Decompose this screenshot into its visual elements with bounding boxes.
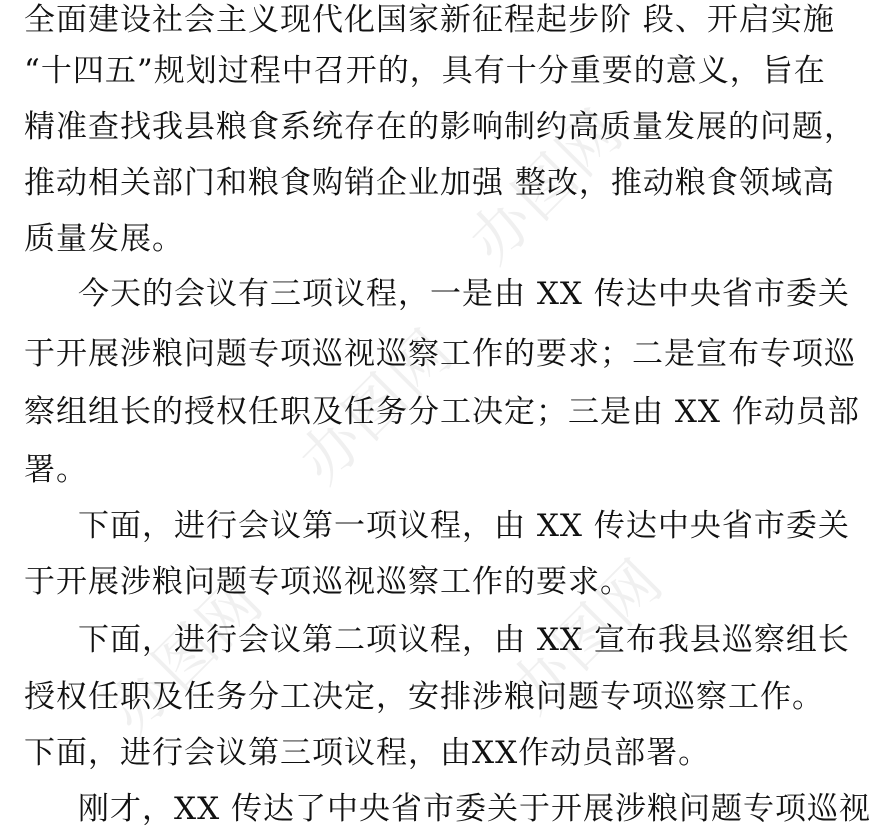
text-line-2: “十四五”规划过程中召开的，具有十分重要的意义，旨在 — [24, 53, 826, 89]
text-line-4: 推动相关部门和粮食购销企业加强 整改，推动粮食领域高 — [24, 165, 835, 201]
watermark-1: 办图网 — [456, 96, 638, 278]
text-line-12: 下面，进行会议第二项议程，由 XX 宣布我县巡察组长 — [78, 622, 850, 658]
text-line-7: 于开展涉粮问题专项巡视巡察工作的要求；二是宣布专项巡 — [24, 336, 856, 372]
watermark-3: 办图网 — [496, 546, 678, 728]
text-line-6: 今天的会议有三项议程，一是由 XX 传达中央省市委关 — [78, 276, 850, 312]
watermark-2: 办图网 — [286, 316, 468, 498]
text-line-15: 刚才，XX 传达了中央省市委关于开展涉粮问题专项巡视 — [78, 791, 871, 827]
text-line-10: 下面，进行会议第一项议程，由 XX 传达中央省市委关 — [78, 508, 850, 544]
text-line-1: 全面建设社会主义现代化国家新征程起步阶 段、开启实施 — [24, 2, 835, 38]
text-line-8: 察组组长的授权任职及任务分工决定；三是由 XX 作动员部 — [24, 394, 860, 430]
text-line-9: 署。 — [24, 452, 88, 488]
watermark-4: 办图网 — [96, 566, 278, 748]
text-line-3: 精准查找我县粮食系统存在的影响制约高质量发展的问题， — [24, 109, 856, 145]
text-line-5: 质量发展。 — [24, 221, 184, 257]
text-line-14: 下面，进行会议第三项议程，由XX作动员部署。 — [24, 735, 711, 771]
text-line-11: 于开展涉粮问题专项巡视巡察工作的要求。 — [24, 564, 632, 600]
text-line-13: 授权任职及任务分工决定，安排涉粮问题专项巡察工作。 — [24, 679, 824, 715]
